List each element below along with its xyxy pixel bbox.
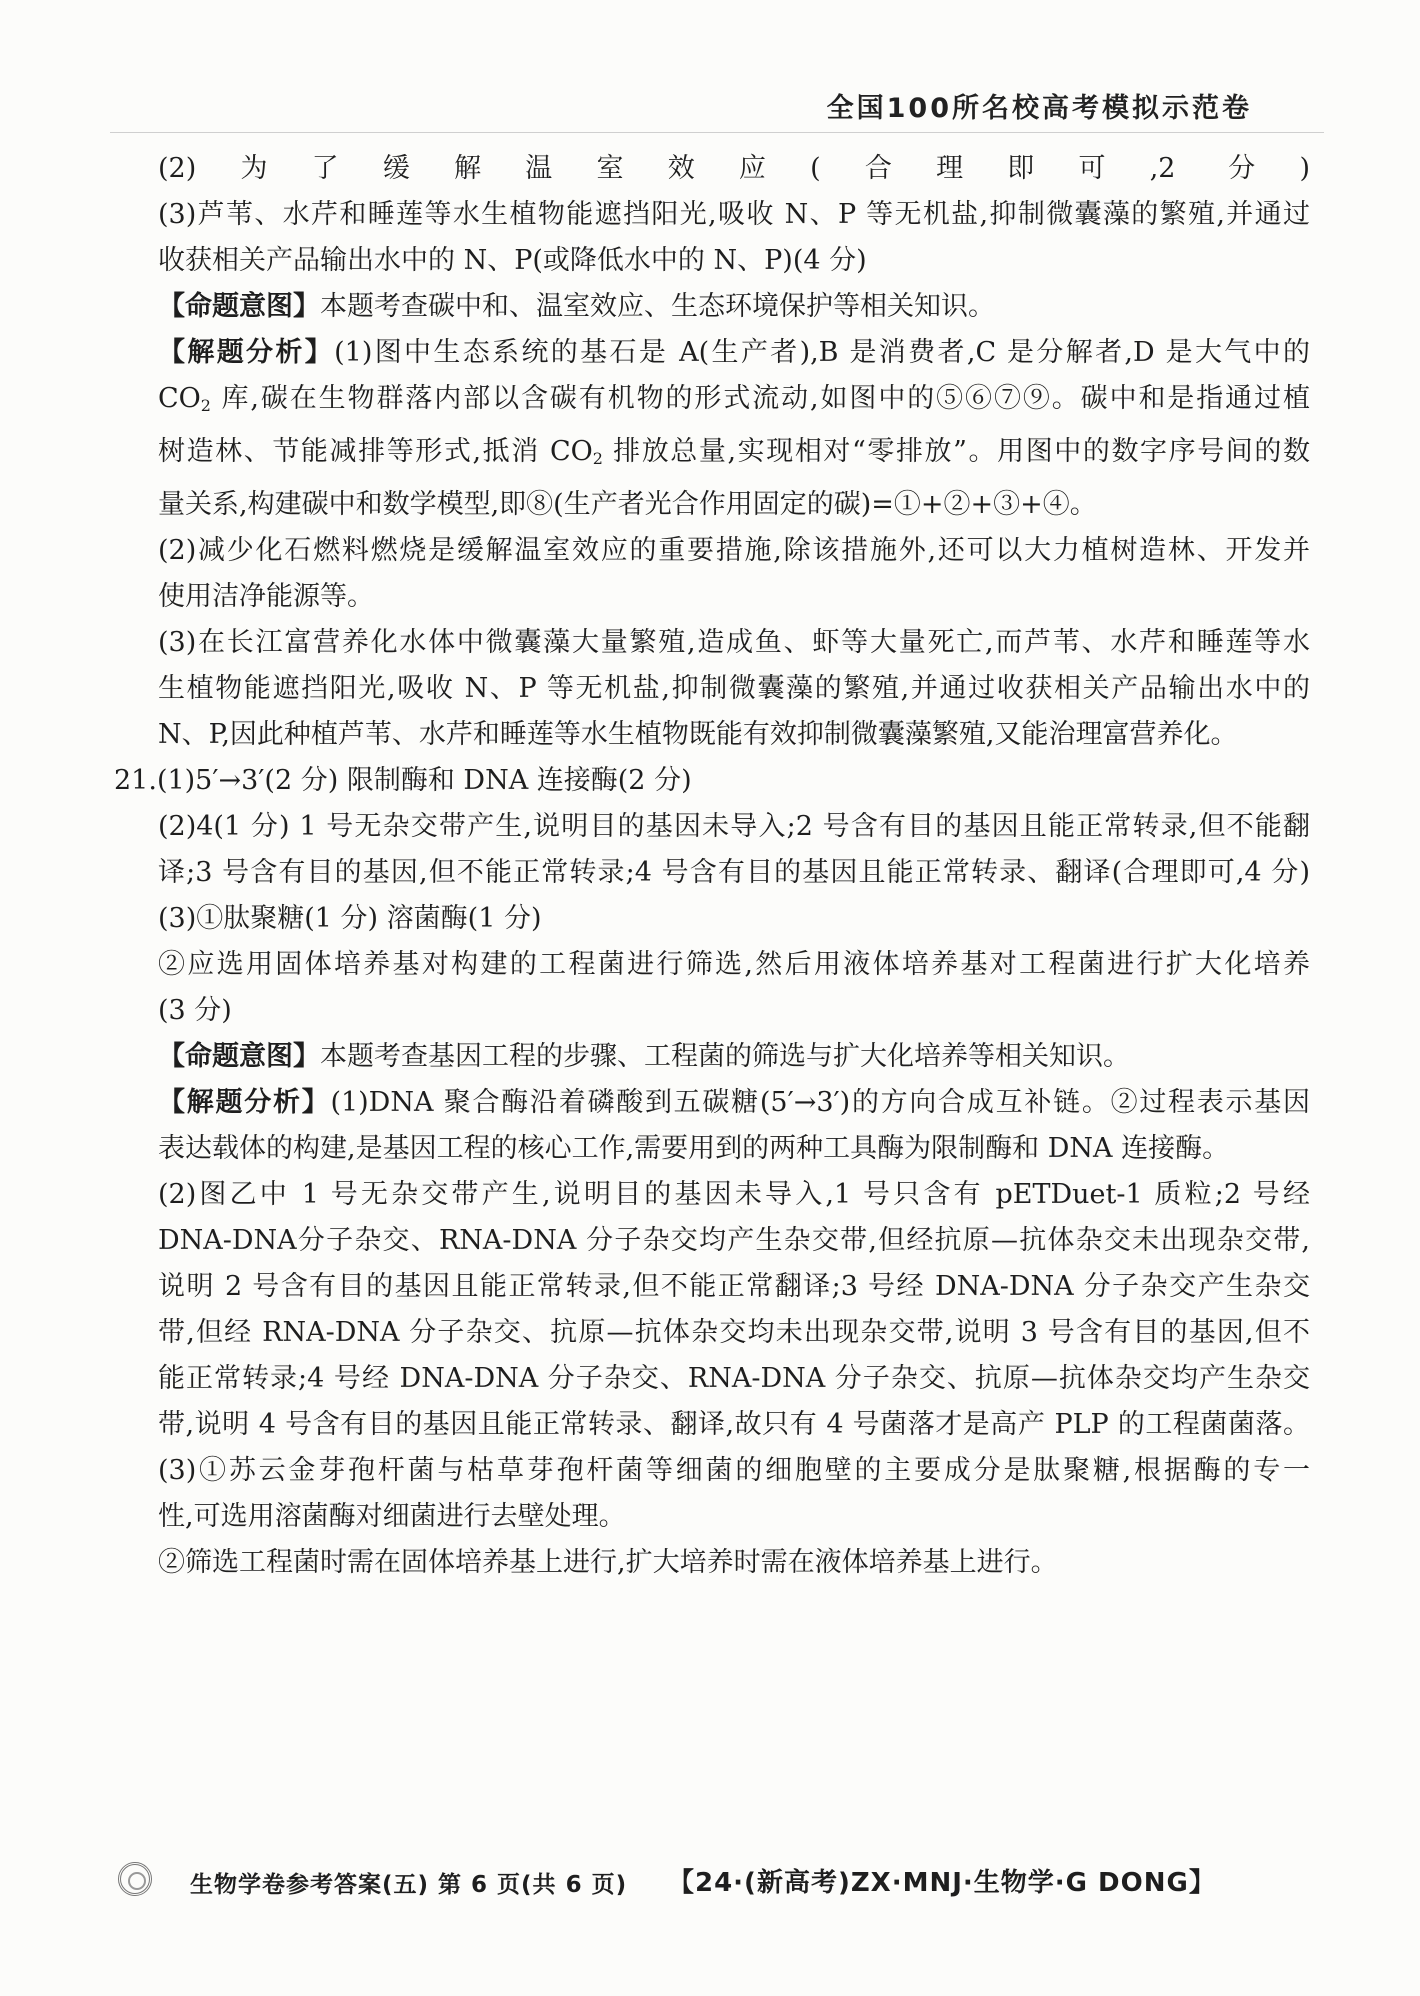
answer-line: 说明 2 号含有目的基因且能正常转录,但不能正常翻译;3 号经 DNA-DNA 分子杂交产生杂交 xyxy=(158,1271,1310,1302)
answer-line: (2)图乙中 1 号无杂交带产生,说明目的基因未导入,1 号只含有 pETDuet-1 质粒;2 号经 xyxy=(158,1179,1310,1210)
footer-page-info: 生物学卷参考答案(五) 第 6 页(共 6 页) xyxy=(190,1872,628,1898)
answer-line: 带,说明 4 号含有目的基因且能正常转录、翻译,故只有 4 号菌落才是高产 PLP 的工程菌菌落。 xyxy=(158,1409,1310,1440)
header-divider xyxy=(110,132,1324,133)
publisher-logo-icon xyxy=(118,1862,152,1896)
section-tag: 【解题分析】 xyxy=(158,337,335,368)
page-header-title: 全国100所名校高考模拟示范卷 xyxy=(826,93,1252,124)
section-tag: 【解题分析】 xyxy=(158,1087,331,1118)
answer-line: (2)减少化石燃料燃烧是缓解温室效应的重要措施,除该措施外,还可以大力植树造林、开发并 xyxy=(158,535,1310,566)
answer-line: N、P,因此种植芦苇、水芹和睡莲等水生植物既能有效抑制微囊藻繁殖,又能治理富营养化。 xyxy=(158,719,1238,750)
answer-line: 量关系,构建碳中和数学模型,即⑧(生产者光合作用固定的碳)=①+②+③+④。 xyxy=(158,489,1097,520)
question-number-line: 21.(1)5′→3′(2 分) 限制酶和 DNA 连接酶(2 分) xyxy=(114,765,692,796)
answer-line: 生植物能遮挡阳光,吸收 N、P 等无机盐,抑制微囊藻的繁殖,并通过收获相关产品输出水中的 xyxy=(158,673,1310,704)
answer-line: 性,可选用溶菌酶对细菌进行去壁处理。 xyxy=(158,1501,626,1532)
answer-line: ②筛选工程菌时需在固体培养基上进行,扩大培养时需在液体培养基上进行。 xyxy=(158,1547,1058,1578)
answer-line: 【解题分析】(1)图中生态系统的基石是 A(生产者),B 是消费者,C 是分解者,D 是大气中的 xyxy=(158,337,1310,368)
answer-line: DNA-DNA分子杂交、RNA-DNA 分子杂交均产生杂交带,但经抗原—抗体杂交未出现杂交带, xyxy=(158,1225,1310,1256)
section-tag: 【命题意图】 xyxy=(158,291,320,322)
answer-line: 收获相关产品输出水中的 N、P(或降低水中的 N、P)(4 分) xyxy=(158,245,867,276)
answer-line: 【解题分析】(1)DNA 聚合酶沿着磷酸到五碳糖(5′→3′)的方向合成互补链。②过程表示基因 xyxy=(158,1087,1311,1118)
answer-line: $CO_2$ 库,碳在生物群落内部以含碳有机物的形式流动,如图中的⑤⑥⑦⑨。碳中和是指通过植 xyxy=(158,383,1310,415)
answer-line: (3)在长江富营养化水体中微囊藻大量繁殖,造成鱼、虾等大量死亡,而芦苇、水芹和睡莲等水 xyxy=(158,627,1310,658)
answer-line: (2)4(1 分) 1 号无杂交带产生,说明目的基因未导入;2 号含有目的基因且能正常转录,但不能翻 xyxy=(158,811,1310,842)
answer-line: 【命题意图】本题考查碳中和、温室效应、生态环境保护等相关知识。 xyxy=(158,291,995,322)
answer-body xyxy=(114,146,1311,1586)
answer-line: (3 分) xyxy=(158,995,232,1026)
answer-line: 树造林、节能减排等形式,抵消 $CO_2$ 排放总量,实现相对“零排放”。用图中的数字序号间的数 xyxy=(158,436,1310,468)
answer-line: 能正常转录;4 号经 DNA-DNA 分子杂交、RNA-DNA 分子杂交、抗原—抗体杂交均产生杂交 xyxy=(158,1363,1310,1394)
answer-line: 使用洁净能源等。 xyxy=(158,581,374,612)
answer-line: 【命题意图】本题考查基因工程的步骤、工程菌的筛选与扩大化培养等相关知识。 xyxy=(158,1041,1130,1072)
section-tag: 【命题意图】 xyxy=(158,1041,320,1072)
answer-line: 表达载体的构建,是基因工程的核心工作,需要用到的两种工具酶为限制酶和 DNA 连接酶。 xyxy=(158,1133,1230,1164)
answer-line: (2)为了缓解温室效应(合理即可,2 分) xyxy=(158,153,1310,184)
footer-exam-code: 【24·(新高考)ZX·MNJ·生物学·G DONG】 xyxy=(668,1868,1216,1898)
answer-line: 译;3 号含有目的基因,但不能正常转录;4 号含有目的基因且能正常转录、翻译(合理即可,4 分) xyxy=(158,857,1310,888)
answer-line: 带,但经 RNA-DNA 分子杂交、抗原—抗体杂交均未出现杂交带,说明 3 号含有目的基因,但不 xyxy=(158,1317,1310,1348)
answer-line: (3)①苏云金芽孢杆菌与枯草芽孢杆菌等细菌的细胞壁的主要成分是肽聚糖,根据酶的专一 xyxy=(158,1455,1310,1486)
answer-line: (3)①肽聚糖(1 分) 溶菌酶(1 分) xyxy=(158,903,542,934)
answer-line: ②应选用固体培养基对构建的工程菌进行筛选,然后用液体培养基对工程菌进行扩大化培养 xyxy=(158,949,1310,980)
answer-line: (3)芦苇、水芹和睡莲等水生植物能遮挡阳光,吸收 N、P 等无机盐,抑制微囊藻的繁殖,并通过 xyxy=(158,199,1310,230)
